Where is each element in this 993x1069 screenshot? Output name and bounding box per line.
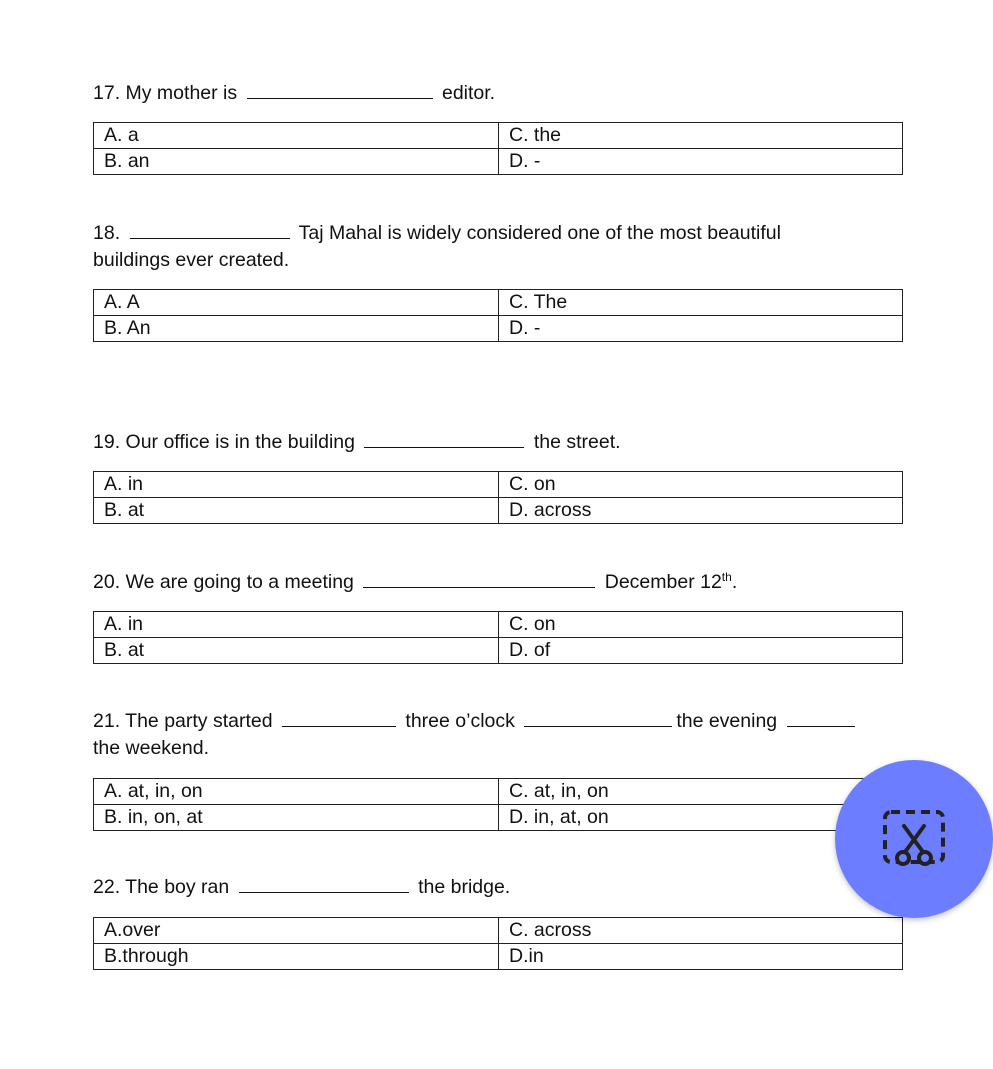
option-c[interactable]: C. on — [499, 612, 903, 638]
question-21 — [93, 708, 903, 762]
ordinal-suffix: th — [721, 570, 732, 584]
option-d[interactable]: D. - — [499, 316, 903, 342]
options-table-22 — [93, 917, 903, 970]
answer-blank — [239, 874, 409, 893]
option-b[interactable]: B. at — [94, 498, 499, 524]
option-d[interactable]: D. of — [499, 638, 903, 664]
options-table-19 — [93, 471, 903, 524]
answer-blank — [524, 708, 672, 727]
option-c[interactable]: C. The — [499, 290, 903, 316]
screenshot-capture-button[interactable] — [835, 760, 993, 918]
option-b[interactable]: B. an — [94, 149, 499, 175]
option-c[interactable]: C. the — [499, 123, 903, 149]
options-table-20 — [93, 611, 903, 664]
question-text: 17. My mother is — [93, 82, 238, 104]
question-text: editor. — [441, 82, 496, 104]
option-b[interactable]: B. at — [94, 638, 499, 664]
answer-blank — [364, 429, 524, 448]
question-18 — [93, 220, 903, 274]
options-table-21 — [93, 778, 903, 831]
question-text: three o’clock — [405, 710, 515, 732]
option-d[interactable]: D.in — [499, 944, 903, 970]
question-text: the weekend. — [93, 737, 210, 759]
question-22 — [93, 874, 903, 901]
question-19 — [93, 429, 903, 456]
question-text: the evening — [676, 710, 778, 732]
question-number: 18. — [93, 222, 121, 244]
question-text: Taj Mahal is widely considered one of the most beautiful — [298, 222, 781, 244]
option-b[interactable]: B. in, on, at — [94, 805, 499, 831]
option-a[interactable]: A.over — [94, 918, 499, 944]
answer-blank — [130, 220, 290, 239]
option-a[interactable]: A. a — [94, 123, 499, 149]
option-c[interactable]: C. across — [499, 918, 903, 944]
question-text: the street. — [533, 431, 621, 453]
option-d[interactable]: D. - — [499, 149, 903, 175]
screenshot-scissors-icon — [879, 804, 949, 874]
option-b[interactable]: B. An — [94, 316, 499, 342]
option-b[interactable]: B.through — [94, 944, 499, 970]
question-text: the bridge. — [418, 876, 511, 898]
question-20 — [93, 569, 903, 596]
question-text: 22. The boy ran — [93, 876, 230, 898]
period: . — [731, 571, 738, 593]
options-table-17 — [93, 122, 903, 175]
answer-blank — [787, 708, 855, 727]
option-c[interactable]: C. on — [499, 472, 903, 498]
option-a[interactable]: A. in — [94, 472, 499, 498]
option-a[interactable]: A. at, in, on — [94, 779, 499, 805]
option-a[interactable]: A. A — [94, 290, 499, 316]
question-text: 19. Our office is in the building — [93, 431, 355, 453]
question-text: 21. The party started — [93, 710, 273, 732]
question-17 — [93, 80, 903, 107]
answer-blank — [247, 80, 433, 99]
question-text: December 12 — [604, 571, 722, 593]
option-d[interactable]: D. in, at, on — [499, 805, 903, 831]
answer-blank — [363, 569, 595, 588]
option-c[interactable]: C. at, in, on — [499, 779, 903, 805]
options-table-18 — [93, 289, 903, 342]
question-text: buildings ever created. — [93, 249, 290, 271]
option-d[interactable]: D. across — [499, 498, 903, 524]
question-text: 20. We are going to a meeting — [93, 571, 354, 593]
answer-blank — [282, 708, 396, 727]
option-a[interactable]: A. in — [94, 612, 499, 638]
